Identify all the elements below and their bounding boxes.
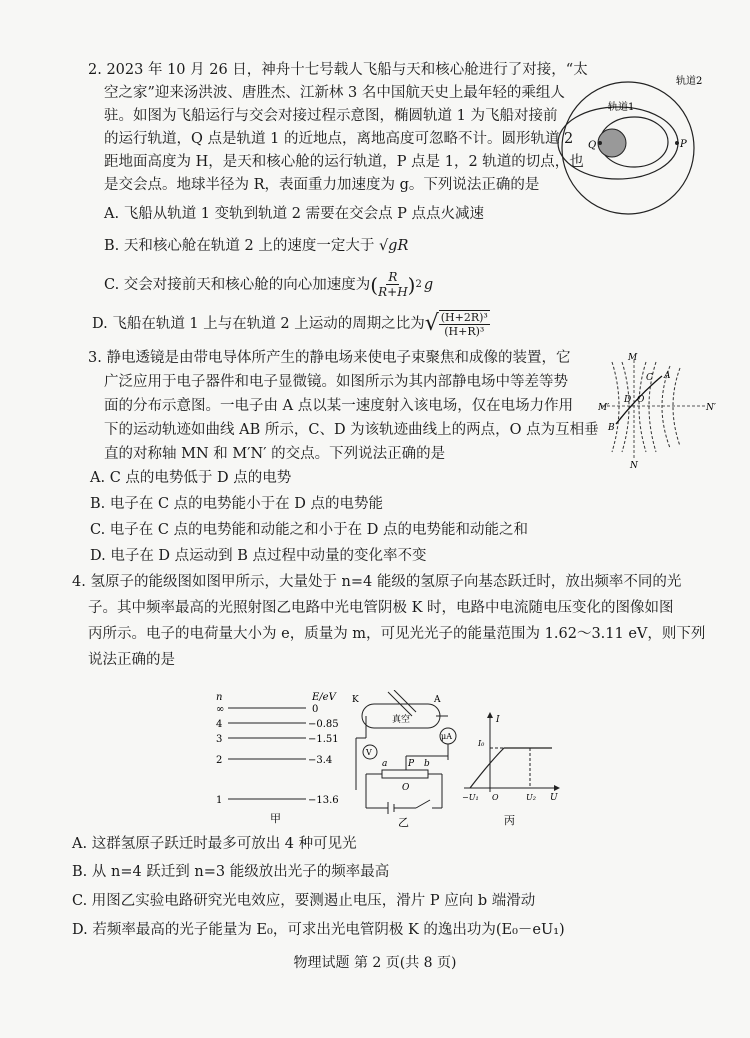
q2-option-a: A. 飞船从轨道 1 变轨到轨道 2 需要在交会点 P 点点火减速 — [104, 206, 485, 222]
electrostatic-lens-figure — [598, 352, 718, 470]
q2-option-c-g: g — [423, 276, 434, 293]
figure-bing-caption: 丙 — [504, 814, 515, 827]
orbit2-label: 轨道2 — [676, 76, 703, 87]
label-vacuum: 真空 — [392, 715, 411, 725]
q4-option-a: A. 这群氢原子跃迁时最多可放出 4 种可见光 — [72, 836, 357, 852]
point-q-label: Q — [588, 140, 597, 151]
q2-option-d-numerator: (H+2R)³ — [440, 311, 488, 324]
q2-option-b-math: √gR — [378, 238, 409, 254]
q4-line-2: 子。其中频率最高的光照射图乙电路中光电管阴极 K 时，电路中电流随电压变化的图像如图 — [88, 600, 674, 616]
label-a-end: a — [382, 759, 388, 769]
energy-level-figure — [208, 688, 348, 828]
label-d: D — [624, 395, 632, 405]
label-b-end: b — [424, 759, 430, 769]
q2-option-b-text: B. 天和核心舱在轨道 2 上的速度一定大于 — [104, 238, 375, 254]
level-n-header: n — [216, 692, 223, 703]
current-voltage-figure — [460, 712, 560, 828]
q3-line-2: 广泛应用于电子器件和电子显微镜。如图所示为其内部静电场中等差等势 — [104, 374, 568, 390]
axis-i-label: I — [496, 715, 500, 725]
page-footer: 物理试题 第 2 页(共 8 页) — [293, 955, 457, 971]
q2-line-1: 2. 2023 年 10 月 26 日，神舟十七号载人飞船与天和核心舱进行了对接，“太 — [88, 62, 588, 78]
q4-option-d: D. 若频率最高的光子能量为 E₀，可求出光电管阴极 K 的逸出功为(E₀－eU₁) — [72, 922, 565, 938]
label-voltmeter: V — [366, 748, 372, 757]
label-m-prime: M′ — [598, 403, 610, 413]
q3-line-3: 面的分布示意图。一电子由 A 点以某一速度射入该电场，仅在电场力作用 — [104, 398, 574, 414]
q3-option-b: B. 电子在 C 点的电势能小于在 D 点的电势能 — [90, 496, 384, 512]
label-minus-u1: −U₁ — [462, 793, 479, 802]
q2-option-d-text: D. 飞船在轨道 1 上与在轨道 2 上运动的周期之比为 — [92, 316, 425, 332]
level-1-e: −13.6 — [308, 795, 339, 806]
origin-label: O — [492, 793, 499, 802]
label-n-prime: N′ — [706, 403, 716, 413]
label-m: M — [628, 353, 638, 363]
label-n: N — [630, 461, 638, 470]
q3-line-1: 3. 静电透镜是由带电导体所产生的静电场来使电子束聚焦和成像的装置，它 — [88, 350, 571, 366]
label-a: A — [664, 371, 671, 381]
orbit1-label: 轨道1 — [608, 102, 635, 113]
q4-line-1: 4. 氢原子的能级图如图甲所示，大量处于 n=4 能级的氢原子向基态跃迁时，放出频率不同的光 — [72, 574, 682, 590]
q2-line-2: 空之家”迎来汤洪波、唐胜杰、江新林 3 名中国航天史上最年轻的乘组人 — [104, 85, 565, 101]
q2-option-b — [104, 236, 408, 256]
q3-line-4: 下的运动轨迹如曲线 AB 所示，C、D 为该轨迹曲线上的两点，O 点为互相垂 — [104, 422, 599, 438]
label-c: C — [646, 373, 653, 383]
axis-u-label: U — [550, 793, 558, 803]
level-3-n: 3 — [216, 734, 223, 745]
level-3-e: −1.51 — [308, 734, 339, 745]
level-inf-n: ∞ — [216, 704, 225, 715]
label-i0: I₀ — [478, 739, 485, 748]
q4-line-3: 丙所示。电子的电荷量大小为 e，质量为 m，可见光光子的能量范围为 1.62～3.11 eV，则下列 — [88, 626, 706, 642]
level-inf-e: 0 — [312, 704, 319, 715]
q2-line-5: 距地面高度为 H，是天和核心舱的运行轨道，P 点是 1，2 轨道的切点，也 — [104, 154, 584, 170]
level-1-n: 1 — [216, 795, 223, 806]
label-microammeter: μA — [441, 732, 452, 741]
level-2-n: 2 — [216, 755, 223, 766]
label-o: O — [637, 395, 645, 405]
q3-line-5: 直的对称轴 MN 和 M′N′ 的交点。下列说法正确的是 — [104, 446, 446, 462]
q2-option-d: D. 飞船在轨道 1 上与在轨道 2 上运动的周期之比为 √ $\frac{\text{(H+2R)³}}{\text{(H+R)³}}$ — [92, 311, 488, 338]
q2-line-4: 的运行轨道，Q 点是轨道 1 的近地点，离地高度可忽略不计。圆形轨道 2 — [104, 131, 574, 147]
q4-option-c: C. 用图乙实验电路研究光电效应，要测遏止电压，滑片 P 应向 b 端滑动 — [72, 893, 536, 909]
q2-option-c: C. 交会对接前天和核心舱的向心加速度为 ( $\frac{R}{R+H}$ ) 2 g — [104, 270, 434, 299]
label-b: B — [608, 423, 615, 433]
q2-line-3: 驻。如图为飞船运行与交会对接过程示意图，椭圆轨道 1 为飞船对接前 — [104, 108, 558, 124]
label-u2: U₂ — [526, 793, 536, 802]
level-4-n: 4 — [216, 719, 223, 730]
level-2-e: −3.4 — [308, 755, 333, 766]
q2-option-d-denominator: (H+R)³ — [444, 325, 485, 338]
q3-option-c: C. 电子在 C 点的电势能和动能之和小于在 D 点的电势能和动能之和 — [90, 522, 528, 538]
q2-option-c-denominator: R+H — [378, 285, 408, 299]
figure-yi-caption: 乙 — [398, 816, 409, 828]
label-o-point: O — [402, 783, 410, 793]
photoelectric-circuit-figure — [352, 690, 462, 828]
q3-option-d: D. 电子在 D 点运动到 B 点过程中动量的变化率不变 — [90, 548, 427, 564]
level-e-header: E/eV — [312, 692, 336, 703]
q4-option-b: B. 从 n=4 跃迁到 n=3 能级放出光子的频率最高 — [72, 864, 390, 880]
orbit-figure — [556, 70, 706, 220]
label-anode: A — [434, 695, 441, 705]
point-p-label: P — [680, 139, 687, 150]
figure-jia-caption: 甲 — [270, 812, 281, 825]
q4-line-4: 说法正确的是 — [88, 652, 175, 668]
q2-line-6: 是交会点。地球半径为 R，表面重力加速度为 g。下列说法正确的是 — [104, 177, 540, 193]
q2-option-c-numerator: R — [388, 270, 398, 284]
label-slider-p: P — [408, 759, 415, 769]
q2-option-c-text: C. 交会对接前天和核心舱的向心加速度为 — [104, 276, 371, 293]
q3-option-a: A. C 点的电势低于 D 点的电势 — [90, 470, 292, 486]
level-4-e: −0.85 — [308, 719, 339, 730]
label-k: K — [352, 695, 359, 705]
